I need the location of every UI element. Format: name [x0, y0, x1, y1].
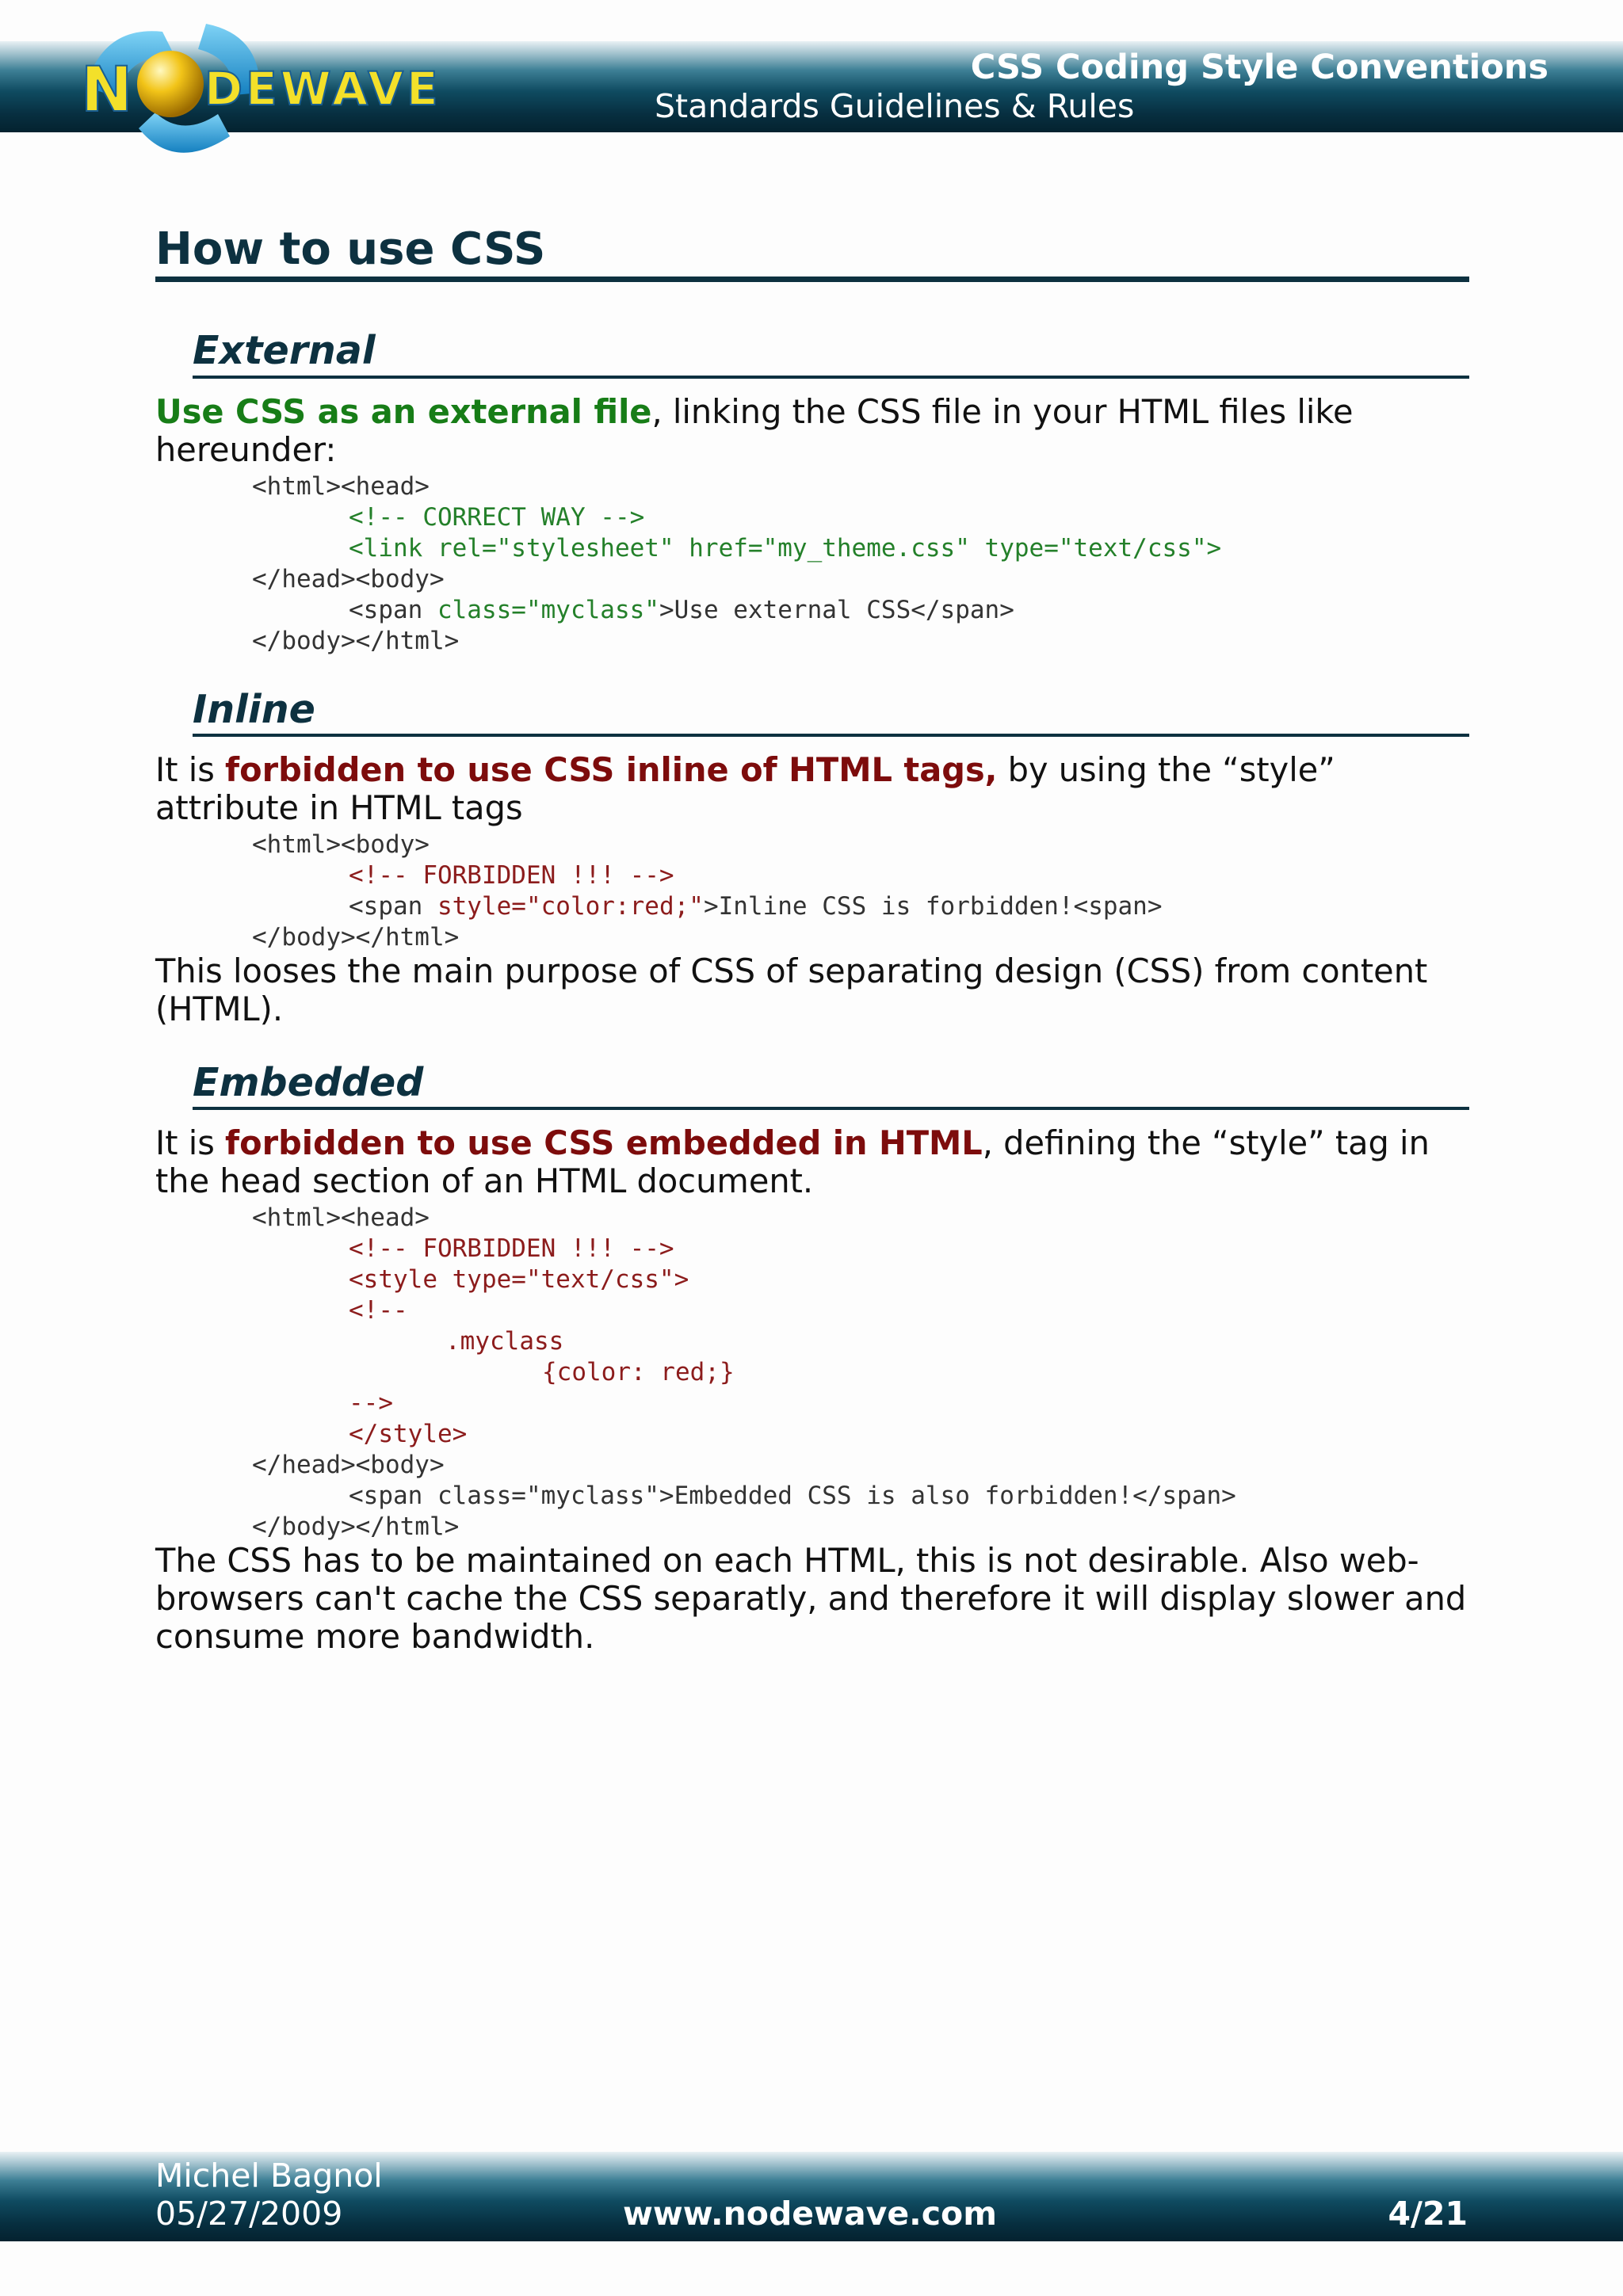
code-line: <html><head> — [252, 472, 430, 501]
nodewave-logo — [79, 17, 539, 168]
code-line: <style type="text/css"> — [349, 1265, 689, 1294]
inline-highlight: forbidden to use CSS inline of HTML tags, — [225, 750, 998, 789]
embedded-intro — [155, 1124, 1487, 1200]
inline-outro: This looses the main purpose of CSS of separating design (CSS) from content (HTML). — [155, 952, 1428, 1028]
document-title: CSS Coding Style Conventions — [970, 48, 1549, 87]
external-intro-rest: , linking the CSS file in your HTML files like hereunder: — [155, 392, 1354, 469]
section-rule-external — [193, 376, 1469, 379]
code-token: >Inline CSS is forbidden!<span> — [703, 892, 1163, 921]
code-line: <html><body> — [252, 830, 430, 859]
embedded-outro: The CSS has to be maintained on each HTML, this is not desirable. Also web-browsers can't cache the CSS separatly, and therefore it will display slower and consume more bandwidth. — [155, 1541, 1467, 1656]
inline-intro-pre: It is — [155, 750, 226, 789]
section-title-embedded: Embedded — [193, 1060, 424, 1105]
section-title-inline: Inline — [193, 687, 315, 732]
inline-intro-rest: by using the “style” attribute in HTML tags — [155, 750, 1335, 827]
code-line: </body></html> — [252, 923, 460, 952]
footer-date: 05/27/2009 — [155, 2195, 343, 2233]
code-line: <!-- — [349, 1296, 408, 1325]
svg-text:N: N — [81, 55, 133, 126]
inline-intro — [155, 751, 1487, 827]
page-number: 4/21 — [1388, 2195, 1468, 2233]
code-line: --> — [349, 1389, 393, 1417]
code-block-inline — [252, 830, 1163, 953]
code-line: </body></html> — [252, 1512, 460, 1541]
section-rule-embedded — [193, 1107, 1469, 1110]
section-rule-inline — [193, 734, 1469, 737]
code-line: <span class="myclass">Embedded CSS is also forbidden!</span> — [349, 1482, 1236, 1510]
section-title-external: External — [193, 328, 376, 373]
code-line: <link rel="stylesheet" href="my_theme.css" type="text/css"> — [349, 534, 1222, 563]
document-subtitle: Standards Guidelines & Rules — [655, 87, 1135, 125]
footer-author: Michel Bagnol — [155, 2157, 383, 2195]
svg-text:DEWAVE: DEWAVE — [204, 62, 441, 116]
code-block-external — [252, 471, 1221, 657]
heading-rule — [155, 277, 1469, 282]
code-line — [252, 595, 1221, 626]
code-line: </head><body> — [252, 1451, 445, 1479]
code-line: </body></html> — [252, 627, 460, 655]
code-token: >Use external CSS</span> — [659, 596, 1014, 624]
page-heading: How to use CSS — [155, 223, 546, 275]
code-line: <!-- FORBIDDEN !!! --> — [349, 861, 674, 890]
embedded-intro-rest: , defining the “style” tag in the head section of an HTML document. — [155, 1123, 1430, 1200]
external-intro — [155, 393, 1487, 469]
external-highlight: Use CSS as an external file — [155, 392, 652, 431]
code-line — [252, 891, 1163, 922]
code-line: </style> — [349, 1420, 468, 1448]
code-token: class="myclass" — [437, 596, 659, 624]
embedded-intro-pre: It is — [155, 1123, 226, 1162]
code-line: .myclass — [445, 1327, 564, 1356]
code-line: <!-- CORRECT WAY --> — [349, 503, 645, 532]
footer-website-link[interactable]: www.nodewave.com — [623, 2195, 997, 2233]
code-token: <span — [349, 596, 437, 624]
code-line: <!-- FORBIDDEN !!! --> — [349, 1234, 674, 1263]
code-token: <span — [349, 892, 437, 921]
code-block-embedded — [252, 1203, 1236, 1543]
code-line: </head><body> — [252, 565, 445, 593]
embedded-highlight: forbidden to use CSS embedded in HTML — [225, 1123, 983, 1162]
code-line: {color: red;} — [542, 1358, 735, 1386]
code-line: <html><head> — [252, 1203, 430, 1232]
code-token: style="color:red;" — [437, 892, 704, 921]
